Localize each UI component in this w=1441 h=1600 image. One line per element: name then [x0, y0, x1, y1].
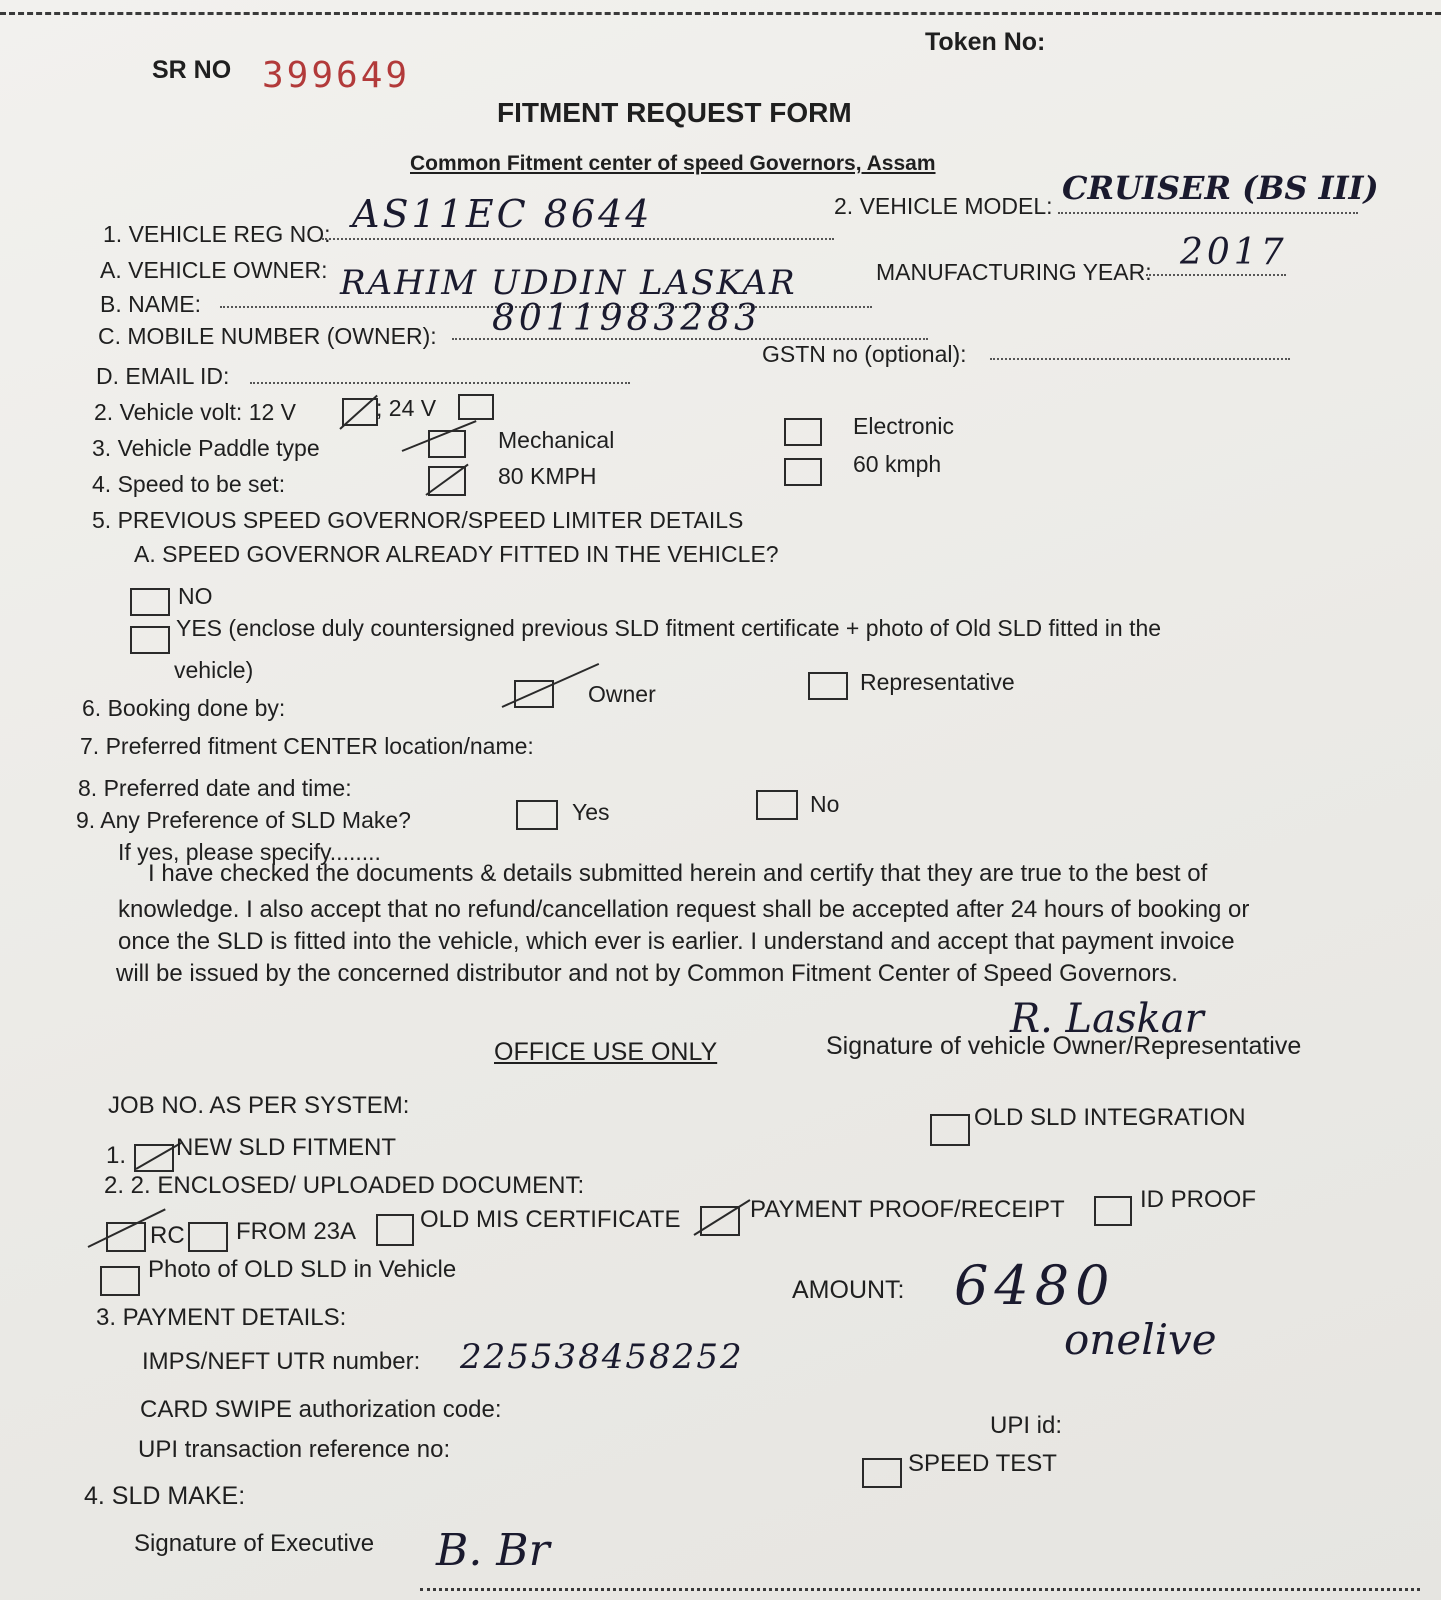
model-line: [1058, 212, 1358, 214]
token-label: Token No:: [925, 28, 1046, 56]
utr-label: IMPS/NEFT UTR number:: [142, 1348, 421, 1375]
representative-checkbox[interactable]: [808, 672, 848, 700]
gstn-line: [990, 358, 1290, 360]
mfg-value: 2017: [1180, 232, 1288, 273]
payment-label: 3. PAYMENT DETAILS:: [96, 1304, 347, 1331]
mobile-label: C. MOBILE NUMBER (OWNER):: [98, 323, 437, 349]
reg-label: 1. VEHICLE REG NO:: [103, 221, 331, 247]
name-value: RAHIM UDDIN LASKAR: [340, 263, 797, 303]
prev-no-checkbox[interactable]: [130, 588, 170, 616]
volt-24-checkbox[interactable]: [458, 394, 494, 420]
make-yes-label: Yes: [572, 799, 610, 825]
mfg-label: MANUFACTURING YEAR:: [876, 259, 1152, 285]
form23a-checkbox[interactable]: [188, 1222, 228, 1252]
payment-mode: onelive: [1064, 1315, 1217, 1364]
owner-signature-label: Signature of vehicle Owner/Representative: [826, 1032, 1302, 1060]
office-use-title: OFFICE USE ONLY: [494, 1038, 718, 1066]
old-mis-label: OLD MIS CERTIFICATE: [420, 1206, 681, 1233]
prev-label: 5. PREVIOUS SPEED GOVERNOR/SPEED LIMITER DETAILS: [92, 507, 744, 533]
prev-yes-label-2: vehicle): [174, 657, 254, 683]
mfg-line: [1146, 274, 1286, 276]
id-proof-label: ID PROOF: [1140, 1186, 1257, 1213]
exec-signature-label: Signature of Executive: [134, 1530, 375, 1557]
make-no-label: No: [810, 791, 840, 817]
sr-number: 399649: [262, 55, 411, 96]
owner-label: Owner: [588, 681, 656, 707]
old-integration-checkbox[interactable]: [930, 1114, 970, 1146]
upi-id-label: UPI id:: [990, 1412, 1063, 1439]
form-title: FITMENT REQUEST FORM: [497, 97, 852, 128]
declaration-line-1: I have checked the documents & details submitted herein and certify that they are true to the best of: [148, 860, 1208, 887]
job-no-label: JOB NO. AS PER SYSTEM:: [108, 1092, 410, 1119]
card-label: CARD SWIPE authorization code:: [140, 1396, 502, 1423]
volt-sep: ; 24 V: [376, 395, 437, 421]
declaration-line-2: knowledge. I also accept that no refund/cancellation request shall be accepted after 24 hours of booking or: [118, 896, 1250, 923]
declaration-line-3: once the SLD is fitted into the vehicle, which ever is earlier. I understand and accept that payment invoice: [118, 928, 1235, 955]
old-integration-label: OLD SLD INTEGRATION: [974, 1104, 1246, 1131]
electronic-label: Electronic: [853, 413, 954, 439]
declaration-line-4: will be issued by the concerned distributor and not by Common Fitment Center of Speed Governors.: [116, 960, 1178, 987]
id-proof-checkbox[interactable]: [1094, 1196, 1132, 1226]
mechanical-checkbox[interactable]: [428, 430, 466, 458]
model-value: CRUISER (BS III): [1062, 169, 1379, 207]
name-label: B. NAME:: [100, 291, 201, 317]
photo-old-label: Photo of OLD SLD in Vehicle: [148, 1256, 457, 1283]
mobile-value: 8011983283: [492, 298, 762, 339]
owner-label: A. VEHICLE OWNER:: [100, 257, 328, 283]
payment-proof-label: PAYMENT PROOF/RECEIPT: [750, 1196, 1065, 1223]
top-edge: [0, 12, 1441, 15]
owner-signature: R. Laskar: [1010, 996, 1204, 1042]
speed-60-checkbox[interactable]: [784, 458, 822, 486]
specify-label: If yes, please specify........: [118, 839, 381, 865]
model-label: 2. VEHICLE MODEL:: [834, 193, 1053, 219]
sld-make-label: 4. SLD MAKE:: [84, 1482, 246, 1510]
reg-line: [322, 238, 834, 240]
electronic-checkbox[interactable]: [784, 418, 822, 446]
exec-signature: B. Br: [436, 1525, 550, 1576]
speed-test-checkbox[interactable]: [862, 1458, 902, 1488]
bottom-edge: [420, 1588, 1420, 1591]
paddle-label: 3. Vehicle Paddle type: [92, 435, 320, 461]
old-mis-checkbox[interactable]: [376, 1214, 414, 1246]
pref-center-label: 7. Preferred fitment CENTER location/name:: [80, 733, 534, 759]
amount-value: 6480: [954, 1254, 1116, 1317]
photo-old-checkbox[interactable]: [100, 1266, 140, 1296]
prev-yes-checkbox[interactable]: [130, 626, 170, 654]
enclosed-label: 2. 2. ENCLOSED/ UPLOADED DOCUMENT:: [104, 1172, 585, 1199]
representative-label: Representative: [860, 669, 1015, 695]
pref-make-label: 9. Any Preference of SLD Make?: [76, 807, 411, 833]
volt-label: 2. Vehicle volt: 12 V: [94, 399, 297, 425]
new-fitment-label: NEW SLD FITMENT: [176, 1134, 396, 1161]
prev-a-label: A. SPEED GOVERNOR ALREADY FITTED IN THE VEHICLE?: [134, 541, 779, 567]
gstn-label: GSTN no (optional):: [762, 341, 967, 367]
make-no-checkbox[interactable]: [756, 790, 798, 820]
reg-value: AS11EC 8644: [352, 192, 653, 236]
rc-label: RC: [150, 1222, 185, 1249]
center-title: Common Fitment center of speed Governors, Assam: [410, 152, 936, 175]
prev-no-label: NO: [178, 583, 213, 609]
make-yes-checkbox[interactable]: [516, 800, 558, 830]
new-fitment-number: 1.: [106, 1142, 127, 1169]
utr-value: 225538458252: [460, 1337, 744, 1377]
speed-60-label: 60 kmph: [853, 451, 942, 477]
form23a-label: FROM 23A: [236, 1218, 357, 1245]
pref-date-label: 8. Preferred date and time:: [78, 775, 352, 801]
upi-ref-label: UPI transaction reference no:: [138, 1436, 451, 1463]
speed-80-label: 80 KMPH: [498, 463, 597, 489]
speed-label: 4. Speed to be set:: [92, 471, 286, 497]
mechanical-label: Mechanical: [498, 427, 615, 453]
speed-test-label: SPEED TEST: [908, 1450, 1057, 1477]
email-label: D. EMAIL ID:: [96, 363, 230, 389]
amount-label: AMOUNT:: [792, 1276, 905, 1304]
prev-yes-label-1: YES (enclose duly countersigned previous SLD fitment certificate + photo of Old SLD fitted in the: [176, 615, 1162, 641]
sr-label: SR NO: [152, 56, 232, 84]
email-line: [250, 382, 630, 384]
booking-label: 6. Booking done by:: [82, 695, 286, 721]
